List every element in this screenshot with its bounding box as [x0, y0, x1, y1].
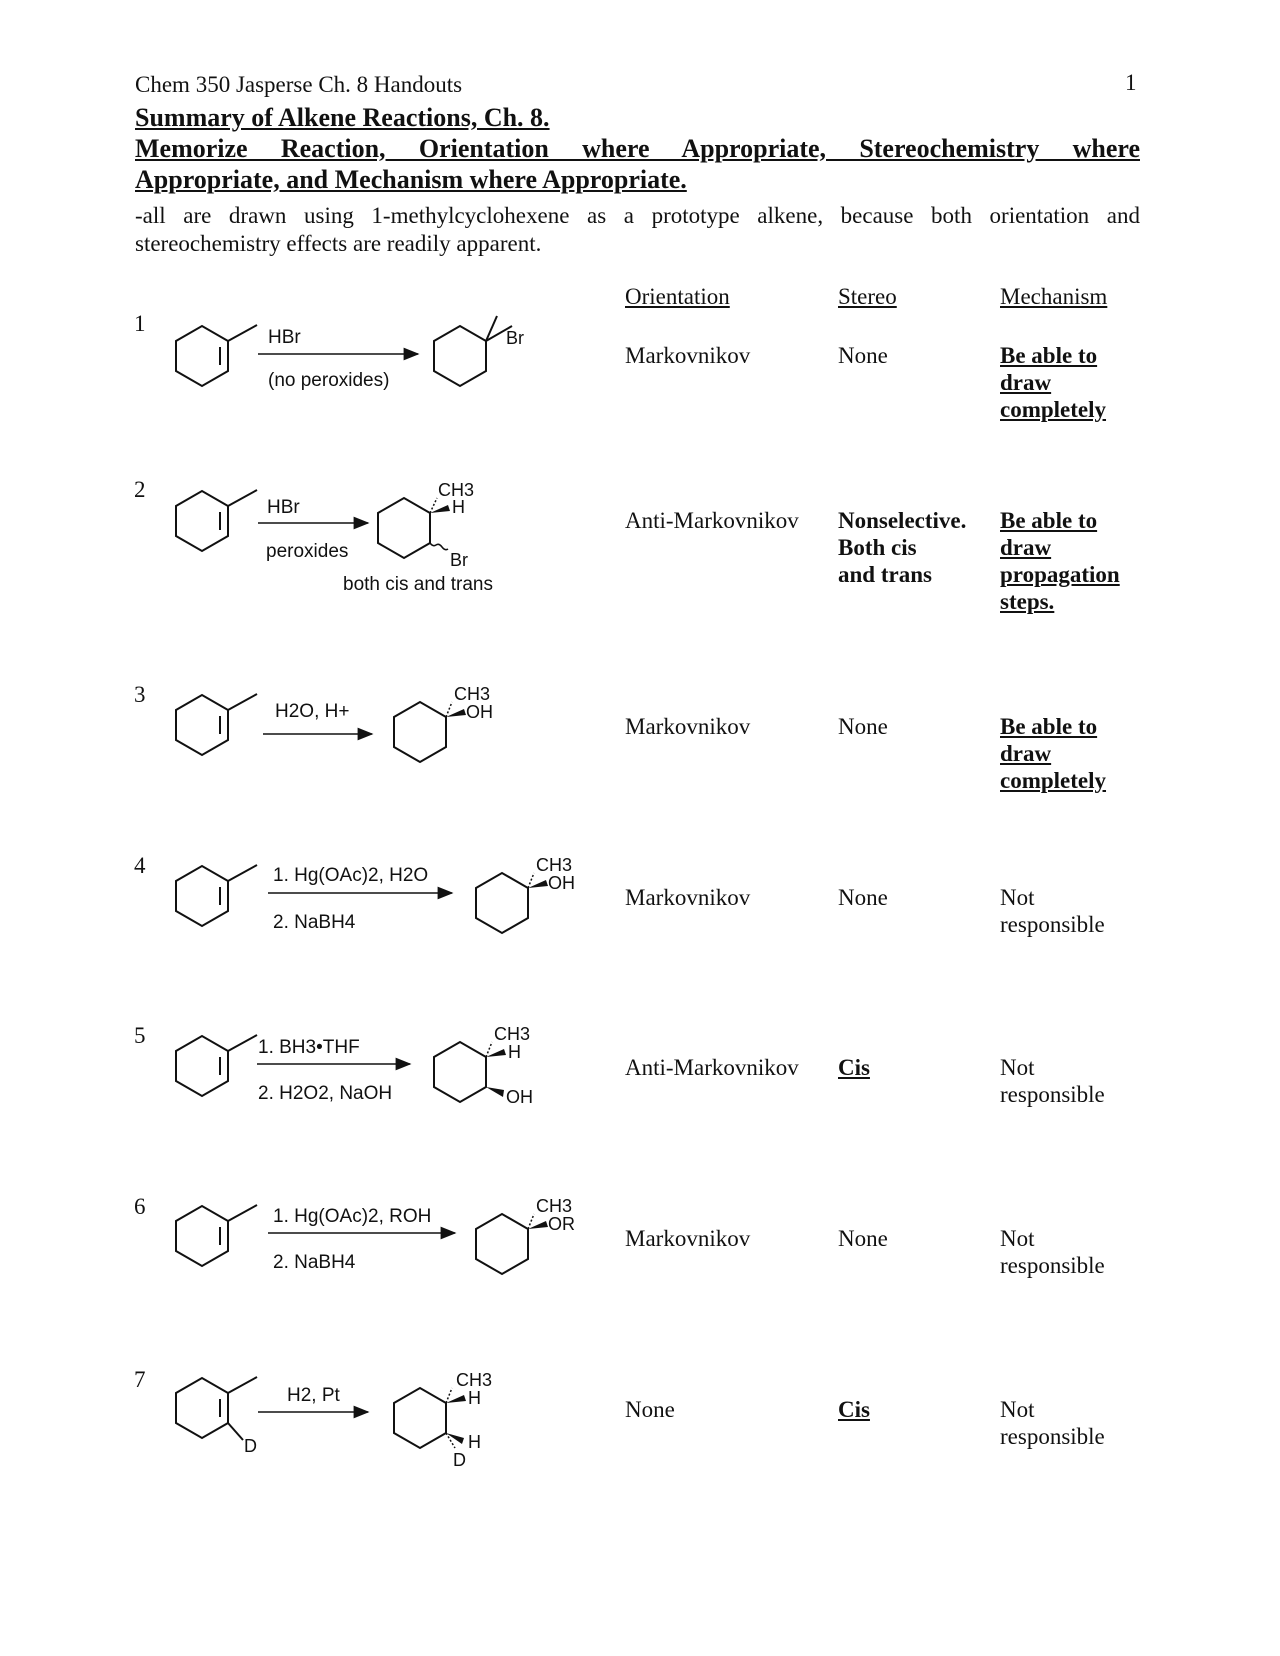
reactant-d: D	[244, 1436, 257, 1456]
product-ch3: CH3	[494, 1024, 531, 1044]
stereo-cell: None	[838, 885, 888, 910]
orientation-cell: Anti-Markovnikov	[625, 508, 799, 533]
product-ch3: CH3	[536, 1196, 573, 1216]
intro-text: -all are drawn using 1-methylcyclohexene as a prototype alkene, because both orientation and stereochemistry effects are readily apparent.	[135, 203, 1140, 256]
title-line-1: Summary of Alkene Reactions, Ch. 8.	[135, 103, 550, 132]
stereo-line: Nonselective.	[838, 508, 967, 533]
row-number: 6	[134, 1194, 146, 1219]
page-number: 1	[1125, 70, 1137, 95]
product-oh: OH	[506, 1087, 533, 1107]
stereo-cell: None	[838, 1226, 888, 1251]
orientation-cell: None	[625, 1397, 675, 1422]
orientation-cell: Markovnikov	[625, 343, 751, 368]
reactant-structure	[176, 1205, 257, 1266]
reagent-top: H2O, H+	[275, 701, 350, 722]
column-orientation: Orientation	[625, 284, 730, 309]
reagent-top: 1. Hg(OAc)2, ROH	[273, 1206, 432, 1227]
row-number: 7	[134, 1367, 146, 1392]
stereo-line: and trans	[838, 562, 932, 587]
reagent-top: HBr	[268, 327, 301, 348]
mechanism-line: responsible	[1000, 1082, 1105, 1107]
product-or: OR	[548, 1214, 575, 1234]
reagent-bottom: 2. NaBH4	[273, 912, 356, 933]
mechanism-cell: Be able to draw completely	[1000, 714, 1107, 793]
reactant-structure	[176, 325, 257, 386]
reaction-2	[176, 480, 493, 595]
product-label: Br	[506, 328, 524, 348]
reagent-top: H2, Pt	[287, 1385, 340, 1406]
product-note: both cis and trans	[343, 574, 493, 595]
product-oh: OH	[548, 873, 575, 893]
mechanism-line: Not	[1000, 1226, 1035, 1251]
product-ch3: CH3	[536, 855, 573, 875]
reactant-structure	[176, 1035, 257, 1096]
mechanism-line: responsible	[1000, 1253, 1105, 1278]
mechanism-line: responsible	[1000, 1424, 1105, 1449]
reagent-bottom: peroxides	[266, 541, 349, 562]
stereo-cell: None	[838, 714, 888, 739]
column-mechanism: Mechanism	[1000, 284, 1108, 309]
reactant-structure	[176, 1377, 257, 1456]
product-structure	[434, 316, 524, 386]
product-structure	[394, 684, 493, 762]
course-header: Chem 350 Jasperse Ch. 8 Handouts	[135, 72, 463, 97]
orientation-cell: Markovnikov	[625, 714, 751, 739]
product-d: D	[453, 1450, 466, 1470]
reactant-structure	[176, 865, 257, 926]
product-structure	[378, 480, 474, 570]
product-br: Br	[450, 550, 468, 570]
stereo-line: Both cis	[838, 535, 917, 560]
product-structure	[394, 1370, 492, 1470]
reaction-3	[176, 684, 493, 762]
product-structure	[476, 1196, 575, 1274]
product-h: H	[468, 1432, 481, 1452]
product-structure	[434, 1024, 533, 1107]
reagent-top: 1. BH3•THF	[258, 1037, 360, 1058]
reaction-7	[176, 1370, 492, 1470]
product-structure	[476, 855, 575, 933]
reagent-bottom: (no peroxides)	[268, 370, 390, 391]
title-line-3: Appropriate, and Mechanism where Appropriate.	[135, 165, 687, 194]
reagent-top: 1. Hg(OAc)2, H2O	[273, 865, 429, 886]
reagent-bottom: 2. NaBH4	[273, 1252, 356, 1273]
title-line-2: Memorize Reaction, Orientation where Appropriate, Stereochemistry where	[135, 134, 1140, 163]
mechanism-line: responsible	[1000, 912, 1105, 937]
reactant-structure	[176, 694, 257, 755]
row-number: 5	[134, 1023, 146, 1048]
reaction-1	[176, 316, 524, 391]
reactant-structure	[176, 490, 257, 551]
mechanism-cell: Be able to draw completely	[1000, 343, 1107, 422]
mechanism-line: Not	[1000, 1055, 1035, 1080]
mechanism-line: Not	[1000, 885, 1035, 910]
stereo-cell: Cis	[838, 1397, 870, 1422]
orientation-cell: Markovnikov	[625, 1226, 751, 1251]
product-h: H	[452, 497, 465, 517]
product-h: H	[468, 1388, 481, 1408]
row-number: 2	[134, 477, 146, 502]
stereo-cell: None	[838, 343, 888, 368]
orientation-cell: Anti-Markovnikov	[625, 1055, 799, 1080]
column-stereo: Stereo	[838, 284, 897, 309]
reagent-bottom: 2. H2O2, NaOH	[258, 1083, 393, 1104]
mechanism-cell: Be able to draw propagation steps.	[1000, 508, 1120, 614]
product-ch3: CH3	[456, 1370, 493, 1390]
row-number: 4	[134, 853, 146, 878]
row-number: 3	[134, 682, 146, 707]
row-number: 1	[134, 311, 146, 336]
mechanism-line: Not	[1000, 1397, 1035, 1422]
product-oh: OH	[466, 702, 493, 722]
product-h: H	[508, 1042, 521, 1062]
orientation-cell: Markovnikov	[625, 885, 751, 910]
reaction-5	[176, 1024, 533, 1107]
reagent-top: HBr	[267, 497, 300, 518]
reaction-4	[176, 855, 575, 933]
product-ch3: CH3	[454, 684, 491, 704]
stereo-cell: Cis	[838, 1055, 870, 1080]
product-ch3: CH3	[438, 480, 475, 500]
reaction-6	[176, 1196, 575, 1274]
